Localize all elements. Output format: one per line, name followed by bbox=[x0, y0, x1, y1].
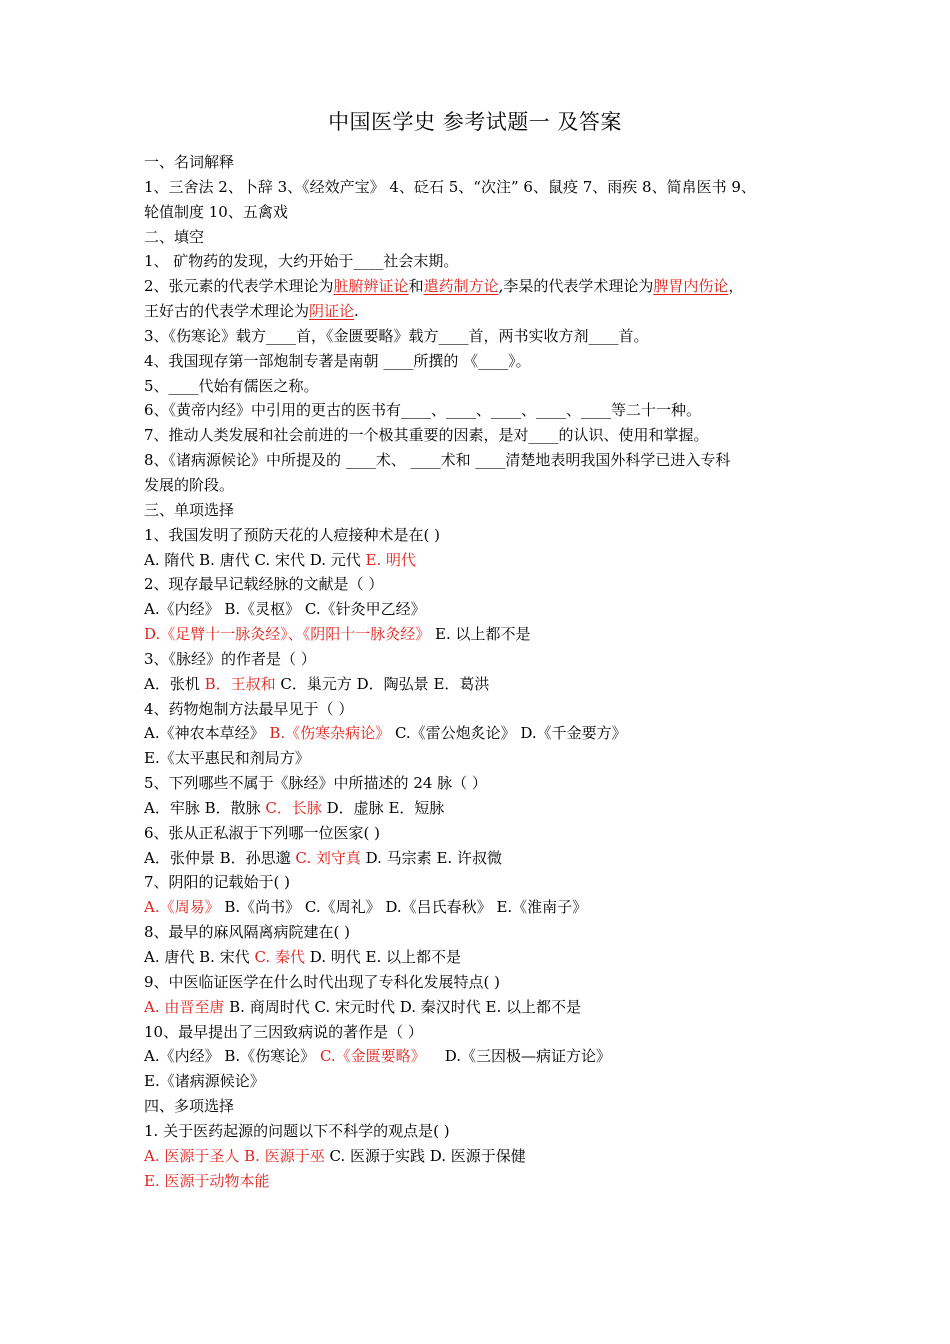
single-options-1 bbox=[144, 548, 814, 573]
single-question-4: 4、药物炮制方法最早见于（ ） bbox=[144, 699, 354, 718]
option-text: D.《三因极—病证方论》 bbox=[425, 1047, 611, 1066]
single-question-6: 6、张从正私淑于下列哪一位医家( ) bbox=[144, 823, 381, 842]
single-options-4 bbox=[144, 721, 814, 746]
single-options-8 bbox=[144, 945, 814, 970]
option-text: D. 明代 E. 以上都不是 bbox=[304, 948, 462, 966]
fill-q2-text: ,李杲的代表学术理论为 bbox=[498, 277, 654, 296]
fill-q2-text: . bbox=[354, 302, 359, 321]
answer-text: B．王叔和 bbox=[204, 674, 276, 693]
multi-options-1 bbox=[144, 1144, 814, 1169]
option-text: C.《雷公炮炙论》 D.《千金要方》 bbox=[390, 724, 627, 743]
single-question-10: 10、最早提出了三因致病说的著作是（ ） bbox=[144, 1022, 423, 1041]
answer-text: A.《周易》 bbox=[144, 898, 220, 917]
single-question-3: 3、《脉经》的作者是（ ） bbox=[144, 649, 316, 668]
fill-q2-answer-4: 阴证论 bbox=[309, 302, 355, 321]
option-text: A.《神农本草经》 bbox=[144, 724, 270, 743]
document-body bbox=[144, 150, 814, 1193]
single-options-10b: E.《诸病源候论》 bbox=[144, 1072, 265, 1091]
fill-q2-text: 和 bbox=[408, 277, 424, 296]
answer-text: A. 由晋至唐 bbox=[144, 997, 225, 1016]
single-options-9 bbox=[144, 995, 814, 1020]
fill-q2-text: ， bbox=[728, 277, 744, 296]
fill-question-5: 5、____代始有儒医之称。 bbox=[144, 376, 319, 395]
single-question-1: 1、我国发明了预防天花的人痘接种术是在( ) bbox=[144, 525, 441, 544]
fill-question-2 bbox=[144, 274, 814, 299]
terms-line-2: 轮值制度 10、五禽戏 bbox=[144, 202, 288, 221]
option-text: B. 商周时代 C. 宋元时代 D. 秦汉时代 E. 以上都不是 bbox=[224, 997, 582, 1016]
option-text: A.《内经》 B.《伤寒论》 bbox=[144, 1047, 320, 1066]
answer-text: B.《伤寒杂病论》 bbox=[269, 724, 391, 743]
single-options-3 bbox=[144, 672, 814, 697]
answer-text: E. 医源于动物本能 bbox=[144, 1171, 270, 1190]
single-options-5 bbox=[144, 796, 814, 821]
option-text: D．虚脉 E．短脉 bbox=[321, 798, 445, 817]
section-heading-terms: 一、名词解释 bbox=[144, 153, 235, 171]
single-options-2: A.《内经》 B.《灵枢》 C.《针灸甲乙经》 bbox=[144, 600, 426, 619]
single-options-7 bbox=[144, 895, 814, 920]
terms-line-1: 1、三舍法 2、卜辞 3、《经效产宝》 4、砭石 5、“次注” 6、鼠疫 7、雨疾 8、简帛医书 9、 bbox=[144, 177, 756, 196]
option-text: C．巢元方 D．陶弘景 E．葛洪 bbox=[275, 674, 490, 693]
fill-q2-answer-3: 脾胃内伤论 bbox=[653, 277, 729, 296]
option-text: A. 隋代 B. 唐代 C. 宋代 D. 元代 bbox=[144, 550, 366, 569]
answer-text: C. 刘守真 bbox=[295, 848, 361, 867]
document-title: 中国医学史 参考试题一 及答案 bbox=[328, 110, 622, 134]
section-heading-single-choice: 三、单项选择 bbox=[144, 500, 235, 519]
single-question-7: 7、阴阳的记载始于( ) bbox=[144, 873, 291, 892]
fill-question-4: 4、我国现存第一部炮制专著是南朝 ____所撰的 《____》。 bbox=[144, 351, 531, 370]
answer-text: A. 医源于圣人 B. 医源于巫 bbox=[144, 1146, 325, 1165]
section-heading-multi-choice: 四、多项选择 bbox=[144, 1097, 235, 1116]
fill-question-6: 6、《黄帝内经》中引用的更古的医书有____、____、____、____、____等二十一种。 bbox=[144, 401, 702, 420]
single-question-5: 5、下列哪些不属于《脉经》中所描述的 24 脉（ ） bbox=[144, 774, 487, 793]
option-text: B.《尚书》 C.《周礼》 D.《吕氏春秋》 E.《淮南子》 bbox=[219, 898, 588, 917]
option-text: A．张仲景 B．孙思邈 bbox=[144, 848, 296, 867]
answer-text: C.《金匮要略》 bbox=[319, 1047, 426, 1066]
answer-text: C．长脉 bbox=[265, 798, 322, 817]
option-text: D. 马宗素 E. 许叔微 bbox=[360, 848, 502, 867]
single-options-6 bbox=[144, 846, 814, 871]
fill-question-3: 3、《伤寒论》载方____首，《金匮要略》载方____首，两书实收方剂____首。 bbox=[144, 326, 649, 345]
option-text: E. 以上都不是 bbox=[430, 625, 531, 644]
fill-q2-answer-1: 脏腑辨证论 bbox=[333, 277, 409, 296]
section-heading-fill: 二、填空 bbox=[144, 227, 205, 246]
fill-q2-answer-2: 遣药制方论 bbox=[423, 277, 499, 296]
fill-question-2-cont bbox=[144, 299, 814, 324]
single-options-4b: E.《太平惠民和剂局方》 bbox=[144, 749, 310, 768]
single-options-2b bbox=[144, 622, 814, 647]
fill-question-1: 1、 矿物药的发现，大约开始于____社会末期。 bbox=[144, 252, 459, 271]
single-question-9: 9、中医临证医学在什么时代出现了专科化发展特点( ) bbox=[144, 972, 501, 991]
option-text: C. 医源于实践 D. 医源于保健 bbox=[324, 1146, 526, 1165]
answer-text: E. 明代 bbox=[365, 550, 417, 569]
option-text: A．牢脉 B．散脉 bbox=[144, 798, 266, 817]
fill-q2-text: 2、张元素的代表学术理论为 bbox=[144, 277, 334, 296]
single-question-2: 2、现存最早记载经脉的文献是（ ） bbox=[144, 575, 384, 594]
multi-question-1: 1. 关于医药起源的问题以下不科学的观点是( ) bbox=[144, 1121, 450, 1140]
fill-q2-text: 王好古的代表学术理论为 bbox=[144, 302, 310, 321]
fill-question-8: 8、《诸病源候论》中所提及的 ____术、 ____术和 ____清楚地表明我国外科学已进入专科 bbox=[144, 451, 731, 470]
answer-text: D.《足臂十一脉灸经》、《阴阳十一脉灸经》 bbox=[144, 625, 431, 644]
multi-options-1b bbox=[144, 1169, 814, 1194]
single-question-8: 8、最早的麻风隔离病院建在( ) bbox=[144, 923, 351, 942]
answer-text: C. 秦代 bbox=[254, 948, 305, 966]
option-text: A．张机 bbox=[144, 674, 205, 693]
single-options-10 bbox=[144, 1044, 814, 1069]
fill-question-7: 7、推动人类发展和社会前进的一个极其重要的因素，是对____的认识、使用和掌握。 bbox=[144, 426, 709, 445]
fill-question-8-cont: 发展的阶段。 bbox=[144, 475, 235, 494]
option-text: A. 唐代 B. 宋代 bbox=[144, 948, 255, 966]
